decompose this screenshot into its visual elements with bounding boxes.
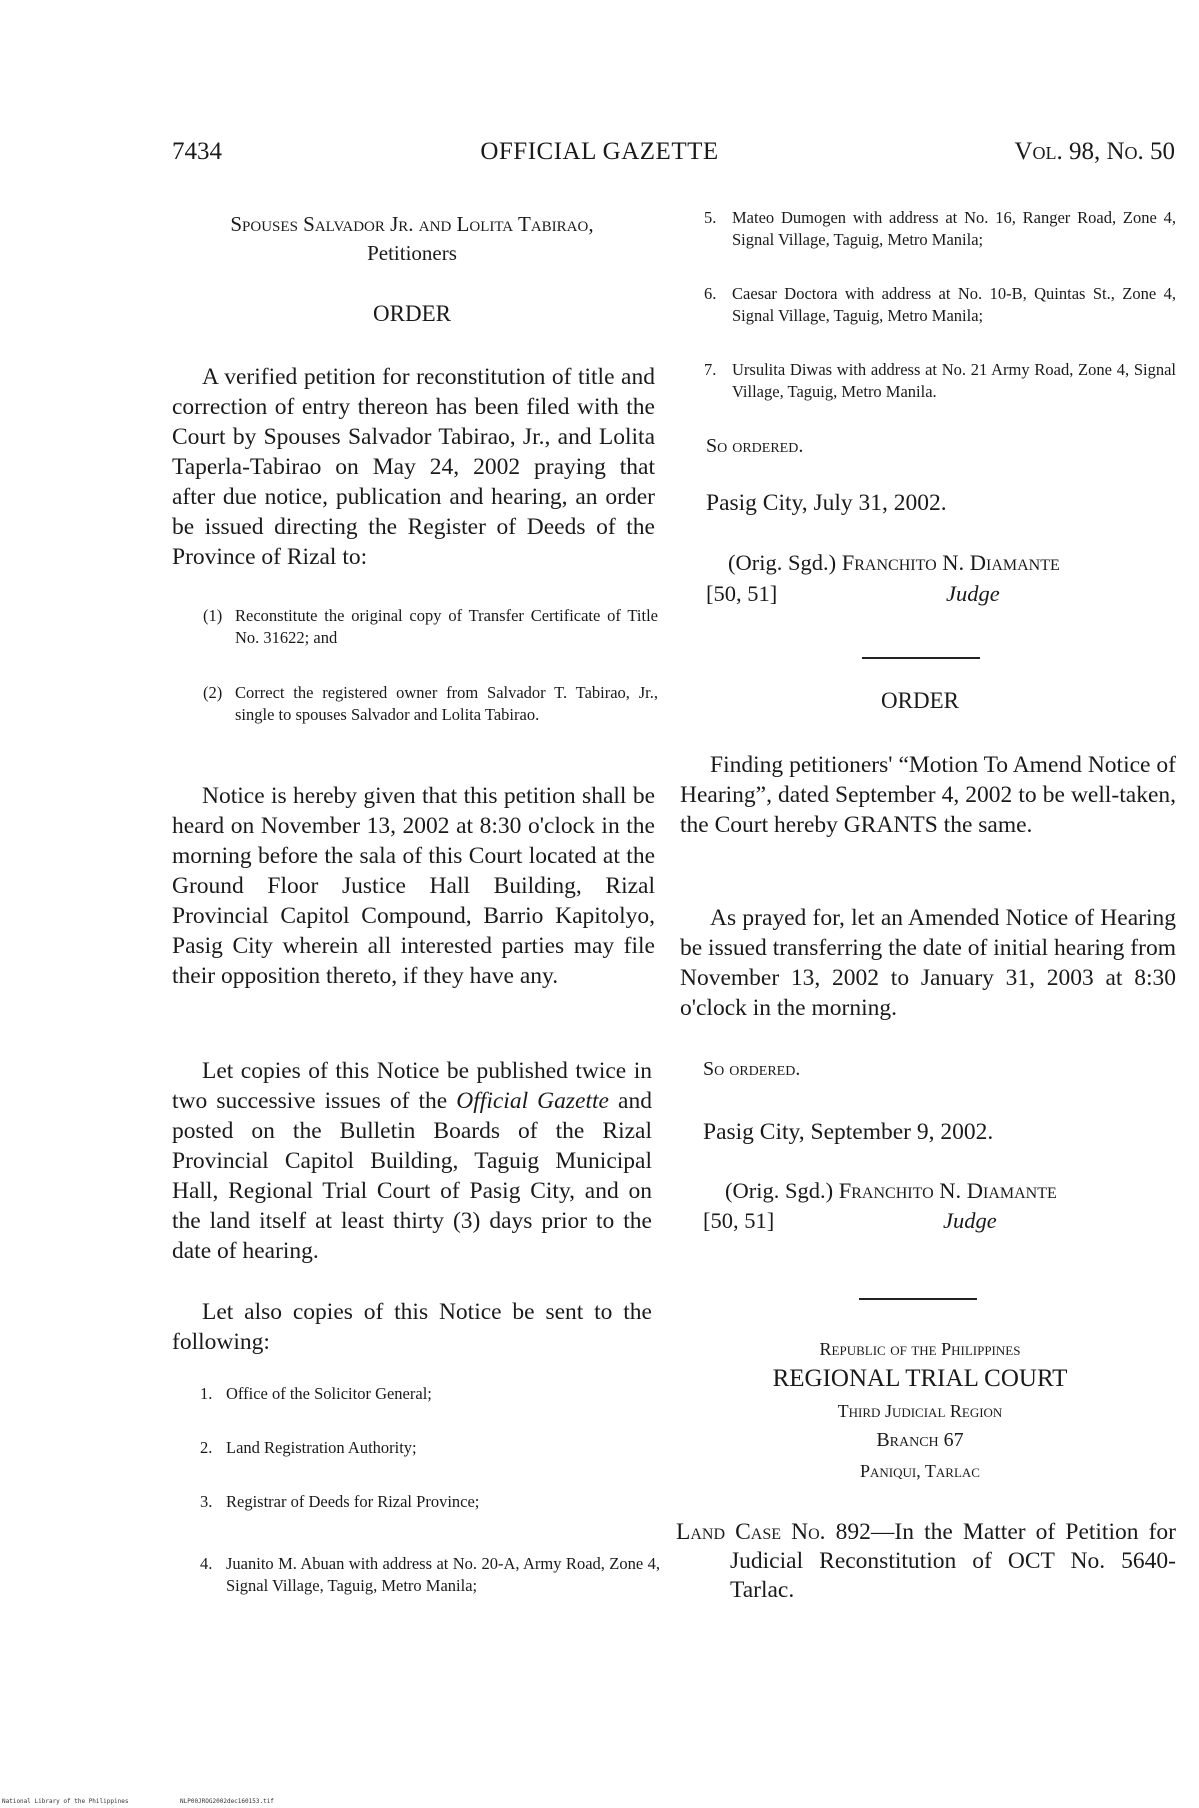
signature-title-2: Judge [943,1208,997,1233]
court-branch: Branch 67 [876,1429,964,1451]
recipient-item [200,1437,660,1459]
order-title: ORDER [881,688,959,713]
petition-paragraph: A verified petition for reconstitution of title and correction of entry thereon has been filed with the Court by Spouses Salvador Tabirao, Jr., and Lolita Taperla-Tabirao on May 24, 2002 praying that after due notice, publication and hearing, an order be issued directing the Register of Deeds of the Province of Rizal to: [172,364,655,570]
recipient-text: Mateo Dumogen with address at No. 16, Ranger Road, Zone 4, Signal Village, Taguig, Metro Manila; [732,208,1176,249]
signature-block-2 [725,1178,1057,1204]
publication-text-end: and posted on the Bulletin Boards of the Rizal Provincial Capitol Building, Taguig Municipal Hall, Regional Trial Court of Pasig City, and on the land itself at least thirty (3) days prior to the date of hearing. [172,1088,652,1264]
gazette-reference: Official Gazette [456,1088,609,1114]
recipient-item [200,1491,660,1513]
prayer-item [203,682,658,726]
so-ordered-1: So ordered. [706,435,804,457]
recipient-text: Caesar Doctora with address at No. 10-B, Quintas St., Zone 4, Signal Village, Taguig, Metro Manila; [732,284,1176,325]
publication-text-start: Let copies of this Notice be published twice in two successive issues of the [172,1058,652,1114]
signature-prefix: (Orig. Sgd.) [725,1178,834,1203]
prayer-item-text: Correct the registered owner from Salvador T. Tabirao, Jr., single to spouses Salvador and Lolita Tabirao. [235,683,658,724]
court-country: Republic of the Philippines [819,1339,1021,1359]
court-region: Third Judicial Region [837,1401,1003,1421]
recipient-number: 7. [704,360,717,379]
recipient-number: 5. [704,208,717,227]
recipient-item [704,359,1176,403]
recipient-text: Juanito M. Abuan with address at No. 20-A, Army Road, Zone 4, Signal Village, Taguig, Metro Manila; [226,1554,660,1595]
order-date-1: Pasig City, July 31, 2002. [706,490,947,516]
court-name: REGIONAL TRIAL COURT [772,1365,1068,1392]
order-date-2: Pasig City, September 9, 2002. [703,1119,994,1145]
section-divider [862,657,980,659]
recipient-text: Registrar of Deeds for Rizal Province; [226,1492,480,1511]
signature-reference-2: [50, 51] [703,1208,775,1233]
recipient-number: 3. [200,1492,213,1511]
recipient-number: 4. [200,1554,213,1573]
signature-prefix: (Orig. Sgd.) [728,550,837,575]
parties-line: Spouses Salvador Jr. and Lolita Tabirao, [230,212,594,236]
prayer-item-text: Reconstitute the original copy of Transfer Certificate of Title No. 31622; and [235,606,658,647]
recipient-item [200,1383,660,1405]
recipient-text: Ursulita Diwas with address at No. 21 Army Road, Zone 4, Signal Village, Taguig, Metro Manila. [732,360,1176,401]
parties-role: Petitioners [367,241,457,265]
judge-name: Franchito N. Diamante [838,1178,1057,1203]
notice-paragraph: Notice is hereby given that this petition shall be heard on November 13, 2002 at 8:30 o'clock in the morning before the sala of this Court located at the Ground Floor Justice Hall Building, Rizal Provincial Capitol Compound, Barrio Kapitolyo, Pasig City wherein all interested parties may file their opposition thereto, if they have any. [172,783,655,989]
prayer-item-number: (1) [203,606,223,625]
so-ordered-2: So ordered. [703,1058,801,1080]
motion-paragraph: Finding petitioners' “Motion To Amend Notice of Hearing”, dated September 4, 2002 to be well-taken, the Court hereby GRANTS the same. [680,752,1176,838]
section-divider [859,1298,977,1300]
signature-block-1 [728,550,1060,576]
land-case-caption [676,1518,1176,1605]
order-title: ORDER [373,301,451,326]
recipient-number: 1. [200,1384,213,1403]
prayer-item [203,605,658,649]
publication-paragraph [172,1056,652,1266]
court-location: Paniqui, Tarlac [860,1461,980,1481]
recipient-item [704,283,1176,327]
scan-source: National Library of the Philippines [2,1798,129,1805]
recipient-item [200,1553,660,1597]
gazette-title: OFFICIAL GAZETTE [480,138,719,165]
copies-paragraph: Let also copies of this Notice be sent to the following: [172,1299,652,1355]
signature-title-1: Judge [946,581,1000,606]
recipient-text: Land Registration Authority; [226,1438,417,1457]
recipient-item [704,207,1176,251]
page-number: 7434 [172,138,222,165]
recipient-number: 2. [200,1438,213,1457]
recipient-text: Office of the Solicitor General; [226,1384,432,1403]
recipient-number: 6. [704,284,717,303]
volume-number: Vol. 98, No. 50 [1014,138,1175,165]
amendment-paragraph: As prayed for, let an Amended Notice of Hearing be issued transferring the date of initial hearing from November 13, 2002 to January 31, 2003 at 8:30 o'clock in the morning. [680,905,1176,1021]
land-case-label: Land Case No. [676,1519,826,1545]
signature-reference-1: [50, 51] [706,581,778,606]
scan-file: NLP00JROG2002dec160153.tif [180,1798,274,1805]
land-case-text: 892—In the Matter of Petition for Judicial Reconstitution of OCT No. 5640-Tarlac. [730,1519,1176,1603]
judge-name: Franchito N. Diamante [841,550,1060,575]
prayer-item-number: (2) [203,683,223,702]
